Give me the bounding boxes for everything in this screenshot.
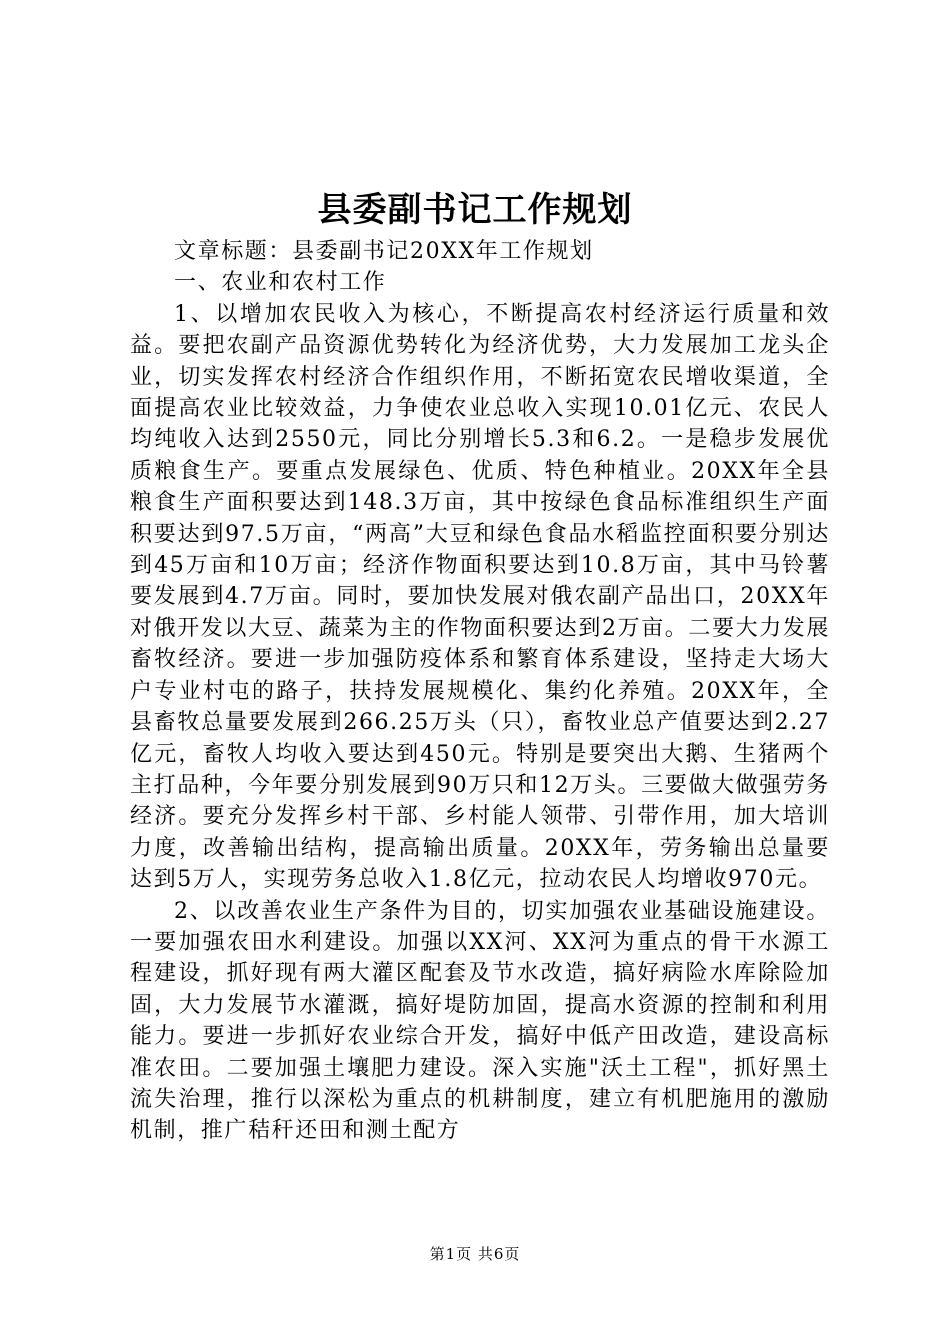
- section-heading: 一、农业和农村工作: [174, 270, 387, 296]
- article-heading-line: 文章标题：县委副书记20XX年工作规划: [174, 239, 594, 264]
- document-body: [130, 236, 830, 1147]
- page-number-footer: 第1页 共6页: [429, 1245, 521, 1263]
- document-title: 县委副书记工作规划: [317, 190, 633, 230]
- body-paragraph: 2、以改善农业生产条件为目的，切实加强农业基础设施建设。一要加强农田水利建设。加强以XX河、XX河为重点的骨干水源工程建设，抓好现有两大灌区配套及节水改造，搞好病险水库除险加固，大力发展节水灌溉，搞好堤防加固，提高水资源的控制和利用能力。要进一步抓好农业综合开发，搞好中低产田改造，建设高标准农田。二要加强土壤肥力建设。深入实施"沃土工程"，抓好黑土流失治理，推行以深松为重点的机耕制度，建立有机肥施用的激励机制，推广秸秆还田和测土配方: [130, 898, 830, 1144]
- body-paragraph: 1、以增加农民收入为核心，不断提高农村经济运行质量和效益。要把农副产品资源优势转化为经济优势，大力发展加工龙头企业，切实发挥农村经济合作组织作用，不断拓宽农民增收渠道，全面提高农业比较效益，力争使农业总收入实现10.01亿元、农民人均纯收入达到2550元，同比分别增长5.3和6.2。一是稳步发展优质粮食生产。要重点发展绿色、优质、特色种植业。20XX年全县粮食生产面积要达到148.3万亩，其中按绿色食品标准组织生产面积要达到97.5万亩，“两高”大豆和绿色食品水稻监控面积要分别达到45万亩和10万亩；经济作物面积要达到10.8万亩，其中马铃薯要发展到4.7万亩。同时，要加快发展对俄农副产品出口，20XX年对俄开发以大豆、蔬菜为主的作物面积要达到2万亩。二要大力发展畜牧经济。要进一步加强防疫体系和繁育体系建设，坚持走大场大户专业村屯的路子，扶持发展规模化、集约化养殖。20XX年，全县畜牧总量要发展到266.25万头（只），畜牧业总产值要达到2.27亿元，畜牧人均收入要达到450元。特别是要突出大鹅、生猪两个主打品种，今年要分别发展到90万只和12万头。三要做大做强劳务经济。要充分发挥乡村干部、乡村能人领带、引带作用，加大培训力度，改善输出结构，提高输出质量。20XX年，劳务输出总量要达到5万人，实现劳务总收入1.8亿元，拉动农民人均增收970元。: [130, 301, 830, 893]
